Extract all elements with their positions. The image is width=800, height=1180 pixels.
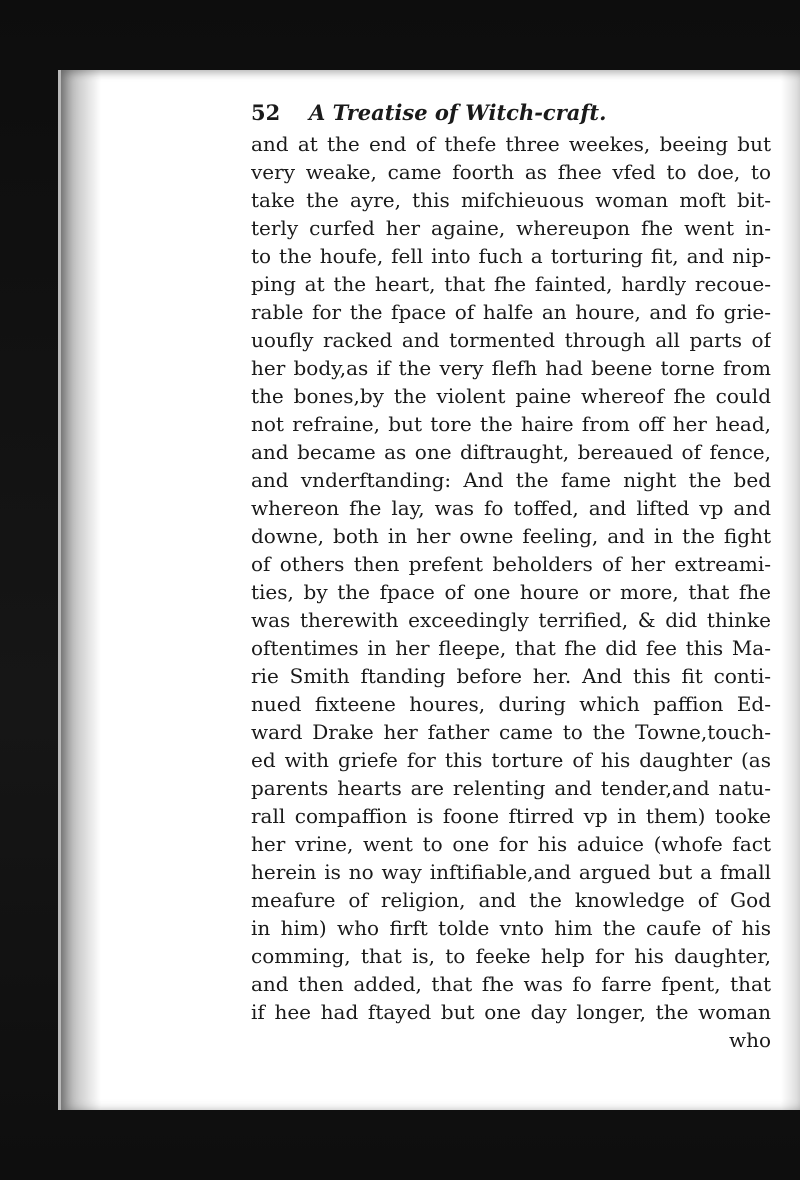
text-line: meafure of religion, and the knowledge of God [251,888,771,912]
catchword: who [728,1028,771,1052]
text-line: her vrine, went to one for his aduice (whofe fact [251,832,771,856]
text-line: ping at the heart, that fhe fainted, hardly recoue- [251,272,771,296]
text-line: rable for the fpace of halfe an houre, and fo grie- [251,300,771,324]
page-number: 52 [251,100,281,125]
text-line: and vnderftanding: And the fame night the bed [251,468,771,492]
text-line: comming, that is, to feeke help for his daughter, [251,944,771,968]
text-line: and at the end of thefe three weekes, beeing but [251,132,771,156]
text-line: to the houfe, fell into fuch a torturing fit, and nip- [251,244,771,268]
page-edge-shadow [781,70,800,1110]
text-line: uoufly racked and tormented through all parts of [251,328,771,352]
text-line: downe, both in her owne feeling, and in the fight [251,524,771,548]
text-line: nued fixteene houres, during which paffion Ed- [251,692,771,716]
text-line: rie Smith ftanding before her. And this fit conti- [251,664,771,688]
text-line: her body,as if the very flefh had beene torne from [251,356,771,380]
text-line: and became as one diftraught, bereaued of fence, [251,440,771,464]
text-line: ward Drake her father came to the Towne,touch- [251,720,771,744]
text-line: if hee had ftayed but one day longer, the woman [251,1000,771,1024]
gutter-shadow [61,70,101,1110]
text-line: ties, by the fpace of one houre or more, that fhe [251,580,771,604]
text-line: and then added, that fhe was fo farre fpent, that [251,972,771,996]
text-line: not refraine, but tore the haire from off her head, [251,412,771,436]
body-text [251,130,771,1026]
text-line: very weake, came foorth as fhee vfed to doe, to [251,160,771,184]
text-line: ed with griefe for this torture of his daughter (as [251,748,771,772]
page-header [251,96,771,130]
text-line: the bones,by the violent paine whereof fhe could [251,384,771,408]
text-line: take the ayre, this mifchieuous woman moft bit- [251,188,771,212]
text-block [251,96,771,1054]
running-title: A Treatise of Witch-craft. [309,100,607,125]
text-line: rall compaffion is foone ftirred vp in them) tooke [251,804,771,828]
text-line: parents hearts are relenting and tender,and natu- [251,776,771,800]
text-line: terly curfed her againe, whereupon fhe went in- [251,216,771,240]
text-line: whereon fhe lay, was fo toffed, and lifted vp and [251,496,771,520]
text-line: herein is no way inftifiable,and argued but a fmall [251,860,771,884]
text-line: oftentimes in her fleepe, that fhe did fee this Ma- [251,636,771,660]
book-page [58,70,800,1110]
text-line: of others then prefent beholders of her extreami- [251,552,771,576]
text-line: in him) who firft tolde vnto him the caufe of his [251,916,771,940]
text-line: was therewith exceedingly terrified, & did thinke [251,608,771,632]
